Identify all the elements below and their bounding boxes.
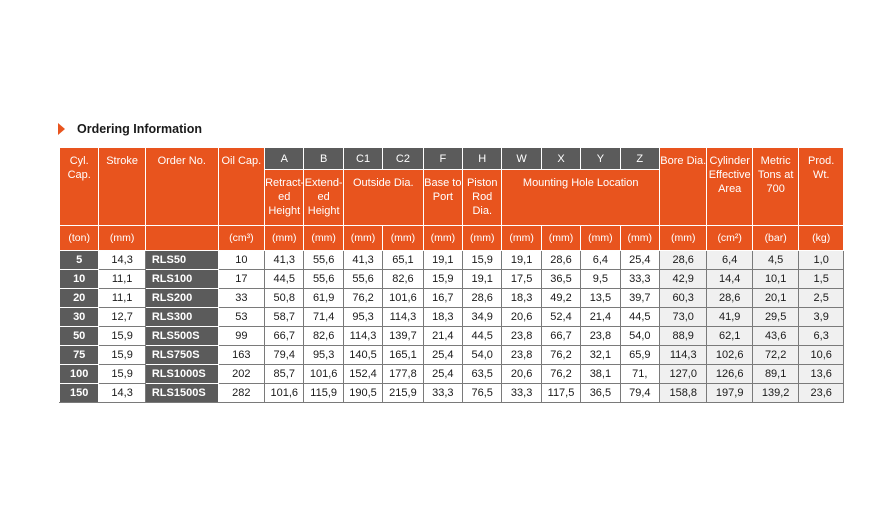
unit-cell: (mm) bbox=[265, 226, 304, 251]
table-cell: 17 bbox=[218, 270, 264, 289]
letter-c1: C1 bbox=[343, 148, 382, 170]
col-base-to-port: Base to Port bbox=[423, 170, 462, 226]
table-cell: 23,8 bbox=[502, 327, 541, 346]
unit-cell: (mm) bbox=[343, 226, 382, 251]
table-row bbox=[60, 251, 844, 270]
table-cell: 126,6 bbox=[707, 365, 752, 384]
table-cell: 54,0 bbox=[620, 327, 659, 346]
table-cell: 20,6 bbox=[502, 308, 541, 327]
table-cell: 71,4 bbox=[304, 308, 343, 327]
section-heading bbox=[58, 120, 202, 138]
table-cell: 20,1 bbox=[752, 289, 798, 308]
table-cell: 215,9 bbox=[383, 384, 423, 403]
unit-cell: (mm) bbox=[383, 226, 423, 251]
letter-z: Z bbox=[620, 148, 659, 170]
table-cell: 101,6 bbox=[265, 384, 304, 403]
order-no-cell: RLS50 bbox=[145, 251, 218, 270]
table-cell: 190,5 bbox=[343, 384, 382, 403]
table-cell: 95,3 bbox=[304, 346, 343, 365]
table-cell: 53 bbox=[218, 308, 264, 327]
unit-cell: (ton) bbox=[60, 226, 99, 251]
table-cell: 71, bbox=[620, 365, 659, 384]
table-cell: 15,9 bbox=[463, 251, 502, 270]
table-cell: 33 bbox=[218, 289, 264, 308]
table-cell: 139,7 bbox=[383, 327, 423, 346]
unit-cell: (bar) bbox=[752, 226, 798, 251]
letter-row bbox=[60, 148, 844, 170]
table-cell: 63,5 bbox=[463, 365, 502, 384]
table-cell: 6,4 bbox=[581, 251, 620, 270]
section-heading-text: Ordering Information bbox=[77, 122, 202, 136]
table-cell: 15,9 bbox=[99, 327, 145, 346]
table-cell: 23,8 bbox=[581, 327, 620, 346]
table-cell: 18,3 bbox=[502, 289, 541, 308]
table-cell: 282 bbox=[218, 384, 264, 403]
table-row bbox=[60, 327, 844, 346]
unit-cell bbox=[145, 226, 218, 251]
table-cell: 21,4 bbox=[581, 308, 620, 327]
col-bore-dia: Bore Dia. bbox=[659, 148, 706, 226]
table-cell: 36,5 bbox=[581, 384, 620, 403]
table-cell: 49,2 bbox=[541, 289, 580, 308]
table-cell: 114,3 bbox=[343, 327, 382, 346]
table-row bbox=[60, 346, 844, 365]
table-cell: 54,0 bbox=[463, 346, 502, 365]
table-cell: 39,7 bbox=[620, 289, 659, 308]
unit-cell: (mm) bbox=[659, 226, 706, 251]
table-cell: 21,4 bbox=[423, 327, 462, 346]
table-cell: 25,4 bbox=[620, 251, 659, 270]
table-cell: 4,5 bbox=[752, 251, 798, 270]
letter-a: A bbox=[265, 148, 304, 170]
table-cell: 115,9 bbox=[304, 384, 343, 403]
table-cell: 38,1 bbox=[581, 365, 620, 384]
cyl-cap-cell: 20 bbox=[60, 289, 99, 308]
cyl-cap-cell: 5 bbox=[60, 251, 99, 270]
table-cell: 82,6 bbox=[383, 270, 423, 289]
cyl-cap-cell: 150 bbox=[60, 384, 99, 403]
table-cell: 44,5 bbox=[463, 327, 502, 346]
cyl-cap-cell: 50 bbox=[60, 327, 99, 346]
table-cell: 85,7 bbox=[265, 365, 304, 384]
letter-x: X bbox=[541, 148, 580, 170]
col-extended-height: Extend-ed Height bbox=[304, 170, 343, 226]
table-cell: 101,6 bbox=[383, 289, 423, 308]
ordering-table bbox=[59, 147, 844, 403]
table-cell: 19,1 bbox=[423, 251, 462, 270]
table-cell: 79,4 bbox=[620, 384, 659, 403]
order-no-cell: RLS500S bbox=[145, 327, 218, 346]
table-cell: 76,2 bbox=[541, 365, 580, 384]
col-prod-wt: Prod. Wt. bbox=[799, 148, 844, 226]
unit-cell: (mm) bbox=[463, 226, 502, 251]
table-cell: 62,1 bbox=[707, 327, 752, 346]
table-cell: 25,4 bbox=[423, 346, 462, 365]
table-cell: 41,3 bbox=[343, 251, 382, 270]
table-cell: 33,3 bbox=[423, 384, 462, 403]
col-order-no: Order No. bbox=[145, 148, 218, 226]
col-outside-dia: Outside Dia. bbox=[343, 170, 423, 226]
cyl-cap-cell: 100 bbox=[60, 365, 99, 384]
col-piston-rod-dia: Piston Rod Dia. bbox=[463, 170, 502, 226]
table-cell: 28,6 bbox=[707, 289, 752, 308]
col-retracted-height: Retract-ed Height bbox=[265, 170, 304, 226]
table-cell: 61,9 bbox=[304, 289, 343, 308]
table-cell: 18,3 bbox=[423, 308, 462, 327]
letter-h: H bbox=[463, 148, 502, 170]
table-cell: 82,6 bbox=[304, 327, 343, 346]
table-cell: 95,3 bbox=[343, 308, 382, 327]
table-cell: 15,9 bbox=[99, 346, 145, 365]
table-cell: 76,2 bbox=[343, 289, 382, 308]
table-cell: 17,5 bbox=[502, 270, 541, 289]
table-cell: 55,6 bbox=[343, 270, 382, 289]
order-no-cell: RLS100 bbox=[145, 270, 218, 289]
table-cell: 58,7 bbox=[265, 308, 304, 327]
table-cell: 139,2 bbox=[752, 384, 798, 403]
table-cell: 114,3 bbox=[383, 308, 423, 327]
unit-cell: (mm) bbox=[304, 226, 343, 251]
col-metric-tons: Metric Tons at 700 bbox=[752, 148, 798, 226]
table-cell: 117,5 bbox=[541, 384, 580, 403]
unit-cell: (cm³) bbox=[218, 226, 264, 251]
table-cell: 1,0 bbox=[799, 251, 844, 270]
table-cell: 88,9 bbox=[659, 327, 706, 346]
table-cell: 3,9 bbox=[799, 308, 844, 327]
table-cell: 23,8 bbox=[502, 346, 541, 365]
table-cell: 25,4 bbox=[423, 365, 462, 384]
table-cell: 65,9 bbox=[620, 346, 659, 365]
table-cell: 28,6 bbox=[659, 251, 706, 270]
table-cell: 73,0 bbox=[659, 308, 706, 327]
table-cell: 43,6 bbox=[752, 327, 798, 346]
table-cell: 19,1 bbox=[502, 251, 541, 270]
col-cyl-cap: Cyl. Cap. bbox=[60, 148, 99, 226]
table-row bbox=[60, 365, 844, 384]
table-cell: 60,3 bbox=[659, 289, 706, 308]
table-cell: 28,6 bbox=[541, 251, 580, 270]
arrow-marker-icon bbox=[58, 123, 65, 135]
unit-cell: (cm²) bbox=[707, 226, 752, 251]
col-mounting-hole-location: Mounting Hole Location bbox=[502, 170, 660, 226]
cyl-cap-cell: 10 bbox=[60, 270, 99, 289]
table-cell: 33,3 bbox=[620, 270, 659, 289]
table-cell: 44,5 bbox=[265, 270, 304, 289]
table-cell: 42,9 bbox=[659, 270, 706, 289]
table-cell: 15,9 bbox=[99, 365, 145, 384]
table-cell: 14,3 bbox=[99, 251, 145, 270]
table-cell: 11,1 bbox=[99, 289, 145, 308]
table-cell: 55,6 bbox=[304, 251, 343, 270]
order-no-cell: RLS200 bbox=[145, 289, 218, 308]
table-cell: 140,5 bbox=[343, 346, 382, 365]
table-cell: 89,1 bbox=[752, 365, 798, 384]
table-cell: 29,5 bbox=[752, 308, 798, 327]
table-cell: 34,9 bbox=[463, 308, 502, 327]
table-cell: 15,9 bbox=[423, 270, 462, 289]
table-cell: 10,1 bbox=[752, 270, 798, 289]
table-row bbox=[60, 270, 844, 289]
table-cell: 66,7 bbox=[541, 327, 580, 346]
table-cell: 177,8 bbox=[383, 365, 423, 384]
unit-cell: (mm) bbox=[99, 226, 145, 251]
table-cell: 114,3 bbox=[659, 346, 706, 365]
table-row bbox=[60, 384, 844, 403]
table-cell: 152,4 bbox=[343, 365, 382, 384]
table-cell: 41,3 bbox=[265, 251, 304, 270]
unit-row bbox=[60, 226, 844, 251]
table-cell: 76,5 bbox=[463, 384, 502, 403]
table-cell: 16,7 bbox=[423, 289, 462, 308]
unit-cell: (mm) bbox=[581, 226, 620, 251]
table-cell: 165,1 bbox=[383, 346, 423, 365]
table-cell: 10,6 bbox=[799, 346, 844, 365]
unit-cell: (mm) bbox=[541, 226, 580, 251]
col-stroke: Stroke bbox=[99, 148, 145, 226]
table-row bbox=[60, 289, 844, 308]
table-cell: 72,2 bbox=[752, 346, 798, 365]
table-cell: 14,4 bbox=[707, 270, 752, 289]
table-body bbox=[60, 251, 844, 403]
table-cell: 36,5 bbox=[541, 270, 580, 289]
unit-cell: (mm) bbox=[423, 226, 462, 251]
col-effective-area: Cylinder Effective Area bbox=[707, 148, 752, 226]
order-no-cell: RLS300 bbox=[145, 308, 218, 327]
table-cell: 2,5 bbox=[799, 289, 844, 308]
unit-cell: (mm) bbox=[620, 226, 659, 251]
col-oil-cap: Oil Cap. bbox=[218, 148, 264, 226]
table-cell: 202 bbox=[218, 365, 264, 384]
table-cell: 99 bbox=[218, 327, 264, 346]
letter-w: W bbox=[502, 148, 541, 170]
letter-y: Y bbox=[581, 148, 620, 170]
table-cell: 79,4 bbox=[265, 346, 304, 365]
letter-c2: C2 bbox=[383, 148, 423, 170]
table-cell: 10 bbox=[218, 251, 264, 270]
table-cell: 23,6 bbox=[799, 384, 844, 403]
cyl-cap-cell: 30 bbox=[60, 308, 99, 327]
table-cell: 158,8 bbox=[659, 384, 706, 403]
table-cell: 55,6 bbox=[304, 270, 343, 289]
table-cell: 32,1 bbox=[581, 346, 620, 365]
table-cell: 28,6 bbox=[463, 289, 502, 308]
table-cell: 11,1 bbox=[99, 270, 145, 289]
table-cell: 20,6 bbox=[502, 365, 541, 384]
table-cell: 50,8 bbox=[265, 289, 304, 308]
table-cell: 197,9 bbox=[707, 384, 752, 403]
unit-cell: (mm) bbox=[502, 226, 541, 251]
table-cell: 19,1 bbox=[463, 270, 502, 289]
letter-f: F bbox=[423, 148, 462, 170]
unit-cell: (kg) bbox=[799, 226, 844, 251]
table-cell: 9,5 bbox=[581, 270, 620, 289]
table-cell: 6,4 bbox=[707, 251, 752, 270]
table-cell: 13,6 bbox=[799, 365, 844, 384]
letter-b: B bbox=[304, 148, 343, 170]
table-cell: 6,3 bbox=[799, 327, 844, 346]
order-no-cell: RLS1500S bbox=[145, 384, 218, 403]
table-row bbox=[60, 308, 844, 327]
table-cell: 127,0 bbox=[659, 365, 706, 384]
table-cell: 102,6 bbox=[707, 346, 752, 365]
table-cell: 13,5 bbox=[581, 289, 620, 308]
order-no-cell: RLS1000S bbox=[145, 365, 218, 384]
table-cell: 14,3 bbox=[99, 384, 145, 403]
table-cell: 66,7 bbox=[265, 327, 304, 346]
table-cell: 163 bbox=[218, 346, 264, 365]
cyl-cap-cell: 75 bbox=[60, 346, 99, 365]
table-cell: 33,3 bbox=[502, 384, 541, 403]
order-no-cell: RLS750S bbox=[145, 346, 218, 365]
table-cell: 41,9 bbox=[707, 308, 752, 327]
table-cell: 52,4 bbox=[541, 308, 580, 327]
table-cell: 101,6 bbox=[304, 365, 343, 384]
table-cell: 44,5 bbox=[620, 308, 659, 327]
table-cell: 12,7 bbox=[99, 308, 145, 327]
table-cell: 76,2 bbox=[541, 346, 580, 365]
table-cell: 65,1 bbox=[383, 251, 423, 270]
table-cell: 1,5 bbox=[799, 270, 844, 289]
